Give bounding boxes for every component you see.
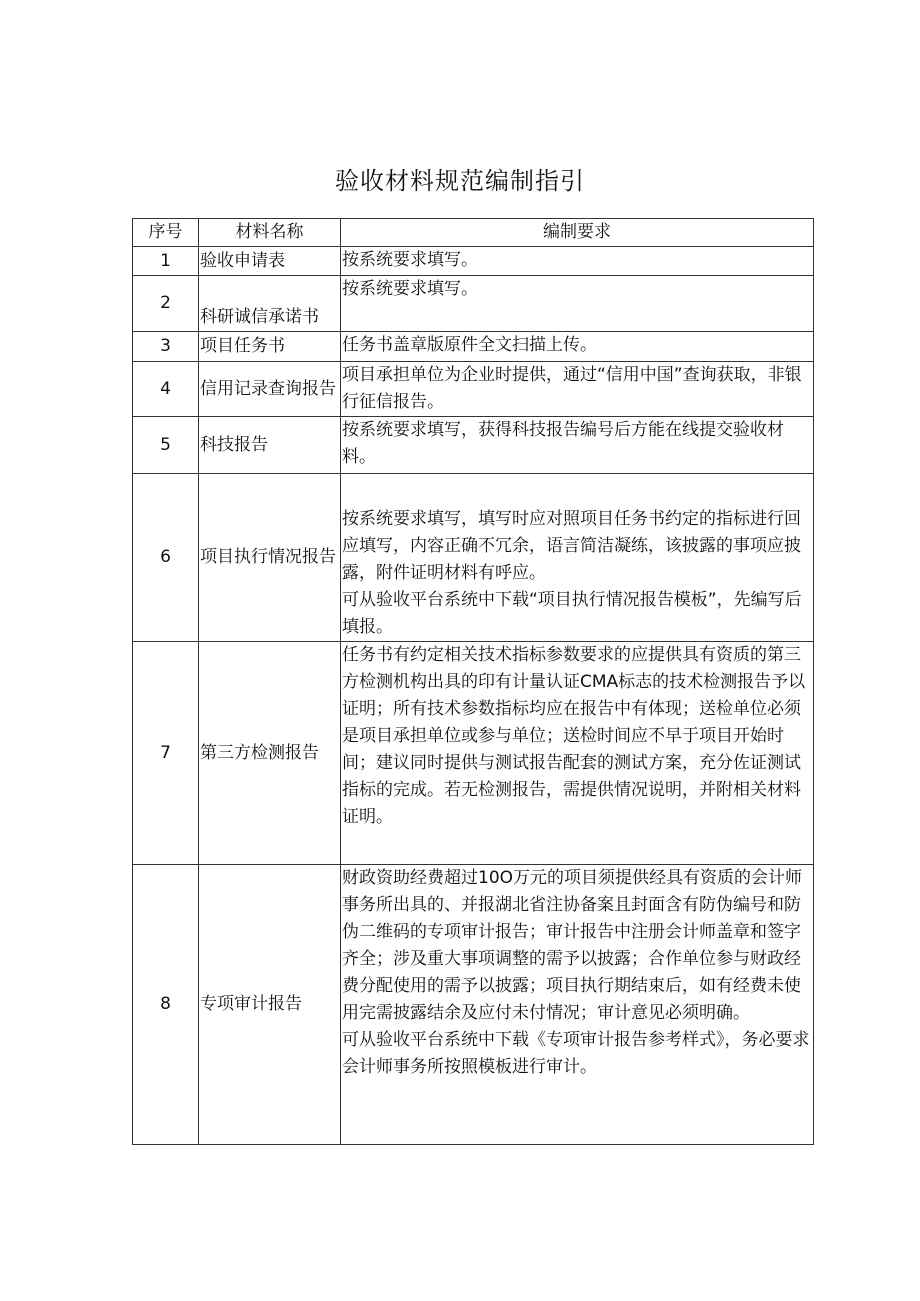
header-requirement: 编制要求: [341, 219, 814, 247]
row-index: 6: [133, 474, 199, 642]
row-name: 验收申请表: [199, 247, 341, 276]
table-row: [133, 247, 814, 276]
row-requirement: 财政资助经费超过10O万元的项目须提供经具有资质的会计师事务所出具的、并报湖北省注协备案且封面含有防伪编号和防伪二维码的专项审计报告；审计报告中注册会计师盖章和签字齐全；涉及重大事项调整的需予以披露；合作单位参与财政经费分配使用的需予以披露；项目执行期结束后，如有经费未使用完需披露结余及应付未付情况；审计意见必须明确。 可从验收平台系统中下载《专项审计报告参考样式》，务必要求会计师事务所按照模板进行审计。: [341, 865, 814, 1145]
row-requirement: 项目承担单位为企业时提供，通过“信用中国”查询获取，非银行征信报告。: [341, 362, 814, 417]
materials-table: [132, 218, 814, 1145]
row-requirement: 按系统要求填写，获得科技报告编号后方能在线提交验收材料。: [341, 417, 814, 474]
row-requirement: 按系统要求填写。: [341, 247, 814, 276]
row-requirement: 任务书有约定相关技术指标参数要求的应提供具有资质的第三方检测机构出具的印有计量认证CMA标志的技术检测报告予以证明；所有技术参数指标均应在报告中有体现；送检单位必须是项目承担单位或参与单位；送检时间应不早于项目开始时间；建议同时提供与测试报告配套的测试方案，充分佐证测试指标的完成。若无检测报告，需提供情况说明，并附相关材料证明。: [341, 642, 814, 865]
row-name: 项目执行情况报告: [199, 474, 341, 642]
row-index: 7: [133, 642, 199, 865]
header-index: 序号: [133, 219, 199, 247]
row-index: 5: [133, 417, 199, 474]
row-name: 项目任务书: [199, 332, 341, 362]
row-index: 8: [133, 865, 199, 1145]
row-name: 第三方检测报告: [199, 642, 341, 865]
row-index: 2: [133, 276, 199, 332]
table-header-row: [133, 219, 814, 247]
row-index: 1: [133, 247, 199, 276]
header-name: 材料名称: [199, 219, 341, 247]
row-requirement: 按系统要求填写，填写时应对照项目任务书约定的指标进行回应填写，内容正确不冗余，语言简洁凝练，该披露的事项应披露，附件证明材料有呼应。 可从验收平台系统中下载“项目执行情况报告模板”，先编写后填报。: [341, 474, 814, 642]
table-row: [133, 417, 814, 474]
row-name: 信用记录查询报告: [199, 362, 341, 417]
row-name: 科研诚信承诺书: [199, 276, 341, 332]
row-name: 专项审计报告: [199, 865, 341, 1145]
row-name: 科技报告: [199, 417, 341, 474]
table-row: [133, 642, 814, 865]
table-row: [133, 362, 814, 417]
table-row: [133, 474, 814, 642]
table-row: [133, 332, 814, 362]
table-row: [133, 276, 814, 332]
page-title: 验收材料规范编制指引: [335, 167, 585, 195]
row-index: 3: [133, 332, 199, 362]
row-requirement: 任务书盖章版原件全文扫描上传。: [341, 332, 814, 362]
row-index: 4: [133, 362, 199, 417]
row-requirement: 按系统要求填写。: [341, 276, 814, 332]
table-row: [133, 865, 814, 1145]
